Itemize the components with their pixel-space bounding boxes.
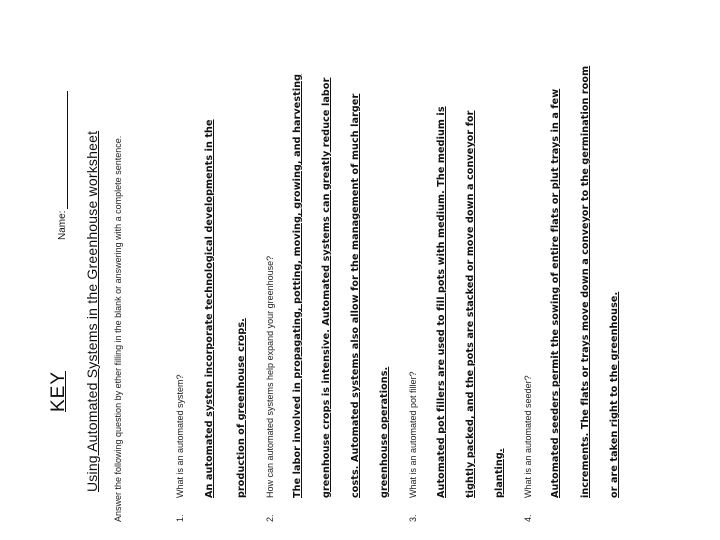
question-2-number: 2. [265,514,275,522]
answer-1-line-1: An automated systen incorporate technological developments in the [204,119,215,498]
name-label: Name: [57,210,68,240]
question-3-text: What is an automated pot filler? [408,371,418,498]
answer-4-line-1: Automated seeders permit the sowing of entire flats or plut trays in a few [550,88,561,498]
instructions: Answer the following question by ether filling in the blank or answering with a complete sentence. [113,135,123,522]
answer-2-line-3: costs. Automated systems also allow for the management of much larger [350,93,361,498]
answer-2-line-4: greenhouse operations. [379,366,390,498]
answer-3-line-2: tightly packed, and the pots are stacked or move down a conveyor for [465,110,476,498]
answer-2-line-2: greenhouse crops is intensive. Automated systems can greatly reduce labor [321,77,332,498]
answer-2-line-1: The labor involved in propagating, potting, moving, growing, and harvesting [292,73,303,498]
question-2-text: How can automated systems help expand your greenhouse? [265,255,275,498]
question-4-number: 4. [523,514,533,522]
answer-4-line-3: or are taken right to the greenhouse. [609,291,620,498]
answer-4-line-2: increments. The flats or trays move down a conveyor to the germination room [580,65,591,498]
question-3-number: 3. [408,514,418,522]
answer-3-line-3: planting. [494,448,505,498]
worksheet-title: Using Automated Systems in the Greenhouse worksheet [84,130,100,492]
name-field [56,91,68,240]
key-label: KEY [48,370,69,412]
answer-3-line-1: Automated pot fillers are used to fill pots with medium. The medium is [436,106,447,498]
question-1-number: 1. [175,514,185,522]
name-blank-line [56,91,68,209]
answer-1-line-2: production of greenhouse crops. [236,318,247,498]
question-1-text: What is an automated system? [175,374,185,498]
question-4-text: What is an automated seeder? [523,375,533,498]
